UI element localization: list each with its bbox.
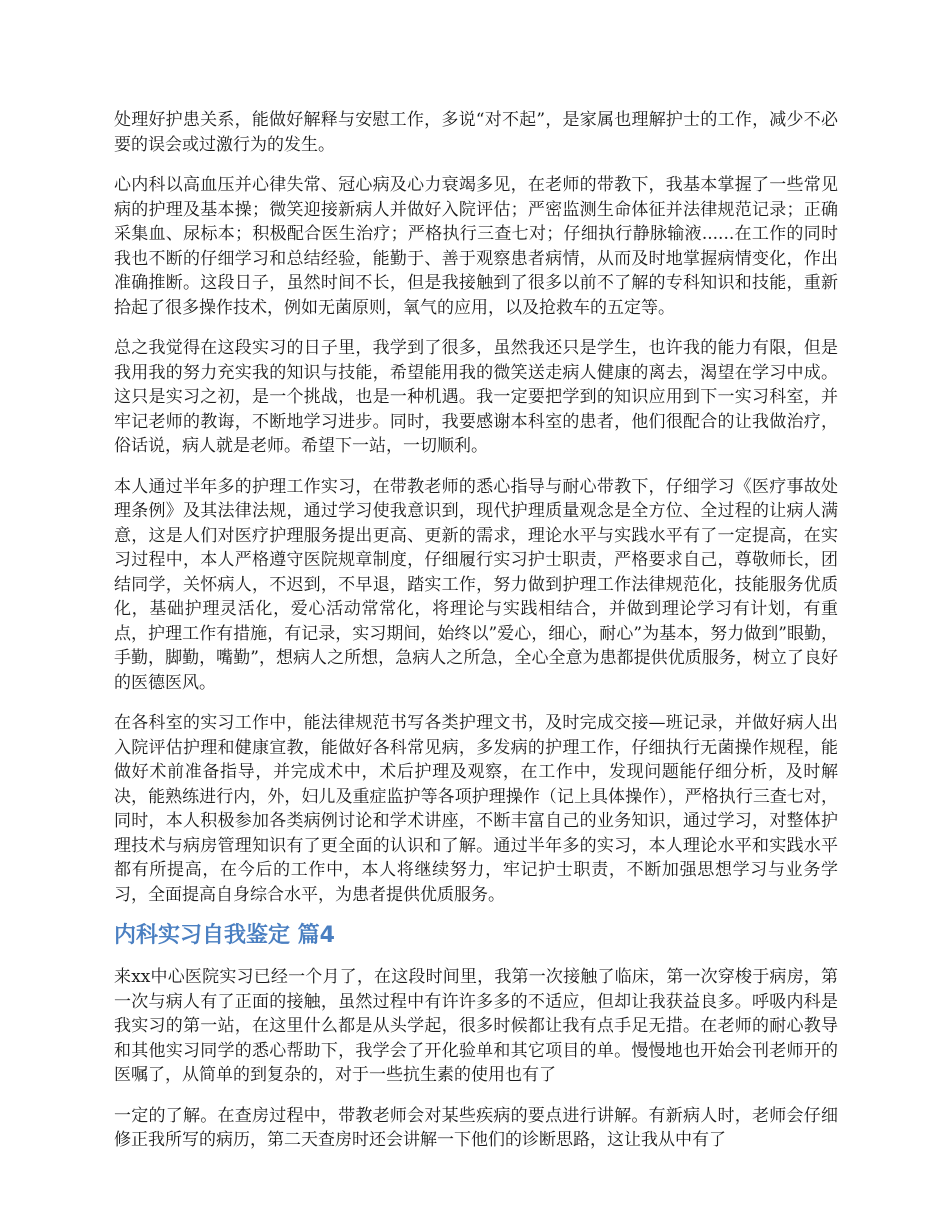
section-heading: 内科实习自我鉴定 篇4 (114, 923, 335, 948)
paragraph: 来xx中心医院实习已经一个月了，在这段时间里，我第一次接触了临床，第一次穿梭于病房，第一次与病人有了正面的接触，虽然过程中有许许多多的不适应，但却让我获益良多。呼吸内科是我实习的第一站，在这里什么都是从头学起，很多时候都让我有点手足无措。在老师的耐心教导和其他实习同学的悉心帮助下，我学会了开化验单和其它项目的单。慢慢地也开始会刊老师开的医嘱了，从简单的到复杂的，对于一些抗生素的使用也有了 (114, 967, 838, 1085)
paragraph: 本人通过半年多的护理工作实习，在带教老师的悉心指导与耐心带教下，仔细学习《医疗事故处理条例》及其法律法规，通过学习使我意识到，现代护理质量观念是全方位、全过程的让病人满意，这是人们对医疗护理服务提出更高、更新的需求，理论水平与实践水平有了一定提高，在实习过程中，本人严格遵守医院规章制度，仔细履行实习护士职责，严格要求自己，尊敬师长，团结同学，关怀病人，不迟到，不早退，踏实工作，努力做到护理工作法律规范化，技能服务优质化，基础护理灵活化，爱心活动常常化，将理论与实践相结合，并做到理论学习有计划，有重点，护理工作有措施，有记录，实习期间，始终以”爱心，细心，耐心”为基本，努力做到”眼勤，手勤，脚勤，嘴勤”，想病人之所想，急病人之所急，全心全意为患都提供优质服务，树立了良好的医德医风。 (114, 476, 838, 693)
paragraph: 处理好护患关系，能做好解释与安慰工作，多说“对不起”，是家属也理解护士的工作，减少不必要的误会或过激行为的发生。 (114, 110, 838, 155)
paragraph: 心内科以高血压并心律失常、冠心病及心力衰竭多见，在老师的带教下，我基本掌握了一些常见病的护理及基本操；微笑迎接新病人并做好入院评估；严密监测生命体征并法律规范记录；正确采集血、尿标本；积极配合医生治疗；严格执行三查七对；仔细执行静脉输液......在工作的同时我也不断的仔细学习和总结经验，能勤于、善于观察患者病情，从而及时地掌握病情变化，作出准确推断。这段日子，虽然时间不长，但是我接触到了很多以前不了解的专科知识和技能，重新拾起了很多操作技术，例如无菌原则，氧气的应用，以及抢救车的五定等。 (114, 175, 838, 318)
paragraph: 总之我觉得在这段实习的日子里，我学到了很多，虽然我还只是学生，也许我的能力有限，但是我用我的努力充实我的知识与技能，希望能用我的微笑送走病人健康的离去，渴望在学习中成。这只是实习之初，是一个挑战，也是一种机遇。我一定要把学到的知识应用到下一实习科室，并牢记老师的教诲，不断地学习进步。同时，我要感谢本科室的患者，他们很配合的让我做治疗，俗话说，病人就是老师。希望下一站，一切顺利。 (114, 338, 838, 456)
paragraph: 一定的了解。在查房过程中，带教老师会对某些疾病的要点进行讲解。有新病人时，老师会仔细修正我所写的病历，第二天查房时还会讲解一下他们的诊断思路，这让我从中有了 (114, 1105, 838, 1150)
document-page (114, 108, 838, 1169)
paragraph: 在各科室的实习工作中，能法律规范书写各类护理文书，及时完成交接—班记录，并做好病人出入院评估护理和健康宣教，能做好各科常见病，多发病的护理工作，仔细执行无菌操作规程，能做好术前准备指导，并完成术中，术后护理及观察，在工作中，发现问题能仔细分析，及时解决，能熟练进行内，外，妇儿及重症监护等各项护理操作（记上具体操作），严格执行三查七对，同时，本人积极参加各类病例讨论和学术讲座，不断丰富自己的业务知识，通过学习，对整体护理技术与病房管理知识有了更全面的认识和了解。通过半年多的实习，本人理论水平和实践水平都有所提高，在今后的工作中，本人将继续努力，牢记护士职责，不断加强思想学习与业务学习，全面提高自身综合水平，为患者提供优质服务。 (114, 713, 838, 905)
